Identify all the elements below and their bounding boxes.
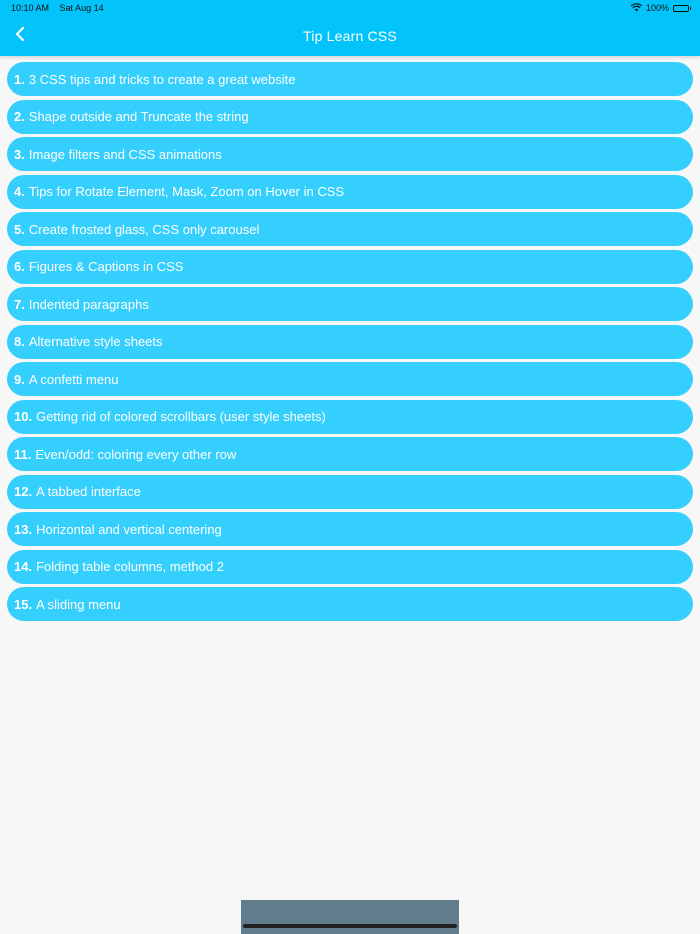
- tip-label: A tabbed interface: [36, 484, 141, 499]
- tip-item-1[interactable]: [7, 62, 693, 96]
- tip-number: 2.: [14, 109, 25, 124]
- tip-label: Image filters and CSS animations: [28, 146, 222, 162]
- tip-number: 3.: [14, 146, 25, 162]
- home-bar: [241, 900, 459, 934]
- tip-number: 8.: [14, 334, 25, 349]
- tip-item-12[interactable]: [7, 475, 693, 509]
- status-time: 10:10 AM: [11, 3, 50, 13]
- tip-label: Even/odd: coloring every other row: [35, 446, 237, 462]
- tip-item-5[interactable]: [7, 212, 693, 246]
- tip-number: 4.: [14, 184, 25, 199]
- tip-item-8[interactable]: [7, 325, 693, 359]
- tip-item-6[interactable]: [7, 250, 693, 284]
- tip-label: Tips for Rotate Element, Mask, Zoom on Hover in CSS: [28, 184, 345, 199]
- tip-label: Create frosted glass, CSS only carousel: [28, 221, 260, 237]
- tip-item-15[interactable]: [7, 587, 693, 621]
- battery-percent: 100%: [645, 3, 669, 13]
- tip-label: Alternative style sheets: [28, 334, 163, 349]
- tip-number: 10.: [14, 409, 33, 424]
- tip-label: Horizontal and vertical centering: [36, 521, 222, 537]
- status-left: [11, 3, 112, 13]
- tip-number: 11.: [14, 446, 32, 462]
- status-right: [631, 3, 689, 14]
- tip-number: 13.: [14, 521, 33, 537]
- tip-number: 15.: [14, 596, 33, 612]
- tip-number: 12.: [14, 484, 33, 499]
- tip-item-3[interactable]: [7, 137, 693, 171]
- tip-number: 7.: [14, 296, 25, 312]
- status-date: Sat Aug 14: [59, 3, 104, 13]
- tip-number: 5.: [14, 221, 25, 237]
- nav-bar: [0, 16, 700, 56]
- tip-label: Shape outside and Truncate the string: [28, 109, 249, 124]
- tip-label: Figures & Captions in CSS: [28, 259, 184, 274]
- tip-item-10[interactable]: [7, 400, 693, 434]
- tip-number: 9.: [14, 371, 25, 387]
- tip-item-9[interactable]: [7, 362, 693, 396]
- chevron-left-icon: [14, 26, 26, 47]
- tip-item-14[interactable]: [7, 550, 693, 584]
- tip-item-2[interactable]: [7, 100, 693, 134]
- tip-label: A confetti menu: [28, 371, 119, 387]
- tip-label: A sliding menu: [36, 596, 121, 612]
- back-button[interactable]: [8, 24, 32, 48]
- tips-list: [7, 62, 693, 625]
- tip-item-4[interactable]: [7, 175, 693, 209]
- wifi-icon: [631, 3, 642, 14]
- tip-item-11[interactable]: [7, 437, 693, 471]
- tip-number: 1.: [14, 71, 25, 87]
- tip-label: Indented paragraphs: [28, 296, 149, 312]
- home-indicator[interactable]: [243, 924, 457, 928]
- tip-number: 6.: [14, 259, 25, 274]
- tip-item-13[interactable]: [7, 512, 693, 546]
- battery-icon: [673, 5, 689, 12]
- tip-item-7[interactable]: [7, 287, 693, 321]
- tip-label: Getting rid of colored scrollbars (user style sheets): [36, 409, 326, 424]
- tip-number: 14.: [14, 559, 33, 574]
- status-bar: [0, 0, 700, 16]
- tip-label: 3 CSS tips and tricks to create a great website: [28, 71, 296, 87]
- page-title: Tip Learn CSS: [303, 28, 397, 44]
- tip-label: Folding table columns, method 2: [36, 559, 224, 574]
